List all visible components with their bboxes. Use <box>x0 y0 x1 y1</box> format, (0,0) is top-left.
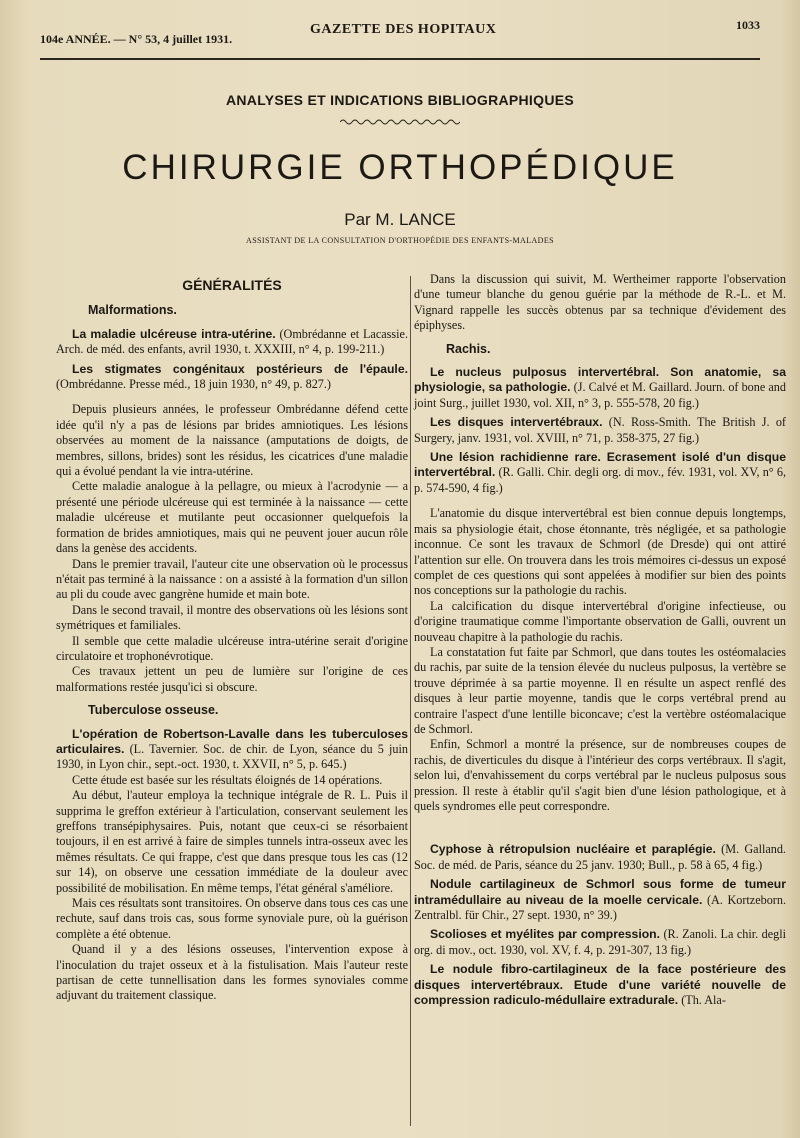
paragraph: L'anatomie du disque intervertébral est bien connue depuis longtemps, mais sa physiologie était, chose étonnante, très négligée, et sa pathologie inconnue. Ce sont les travaux de Schmorl (de Dresde) qui ont attiré l'attention sur elle. On trouvera dans les trois mémoires ci-dessus un exposé complet de ces questions qui sont appelées à modifier sur bien des points nos conceptions sur la pathologie du rachis. <box>414 506 786 598</box>
header-rule <box>40 58 760 60</box>
paragraph: Quand il y a des lésions osseuses, l'intervention expose à l'inoculation du trajet osseux et à la fistulisation. Mais l'auteur reste partisan de cette tunnellisation dans les formes synoviales comme adjuvant du traitement classique. <box>56 942 408 1003</box>
reference-title: Cyphose à rétropulsion nucléaire et paraplégie. <box>430 842 716 857</box>
subheading-rachis: Rachis. <box>446 341 491 356</box>
reference-entry <box>414 927 786 958</box>
reference-title: La maladie ulcéreuse intra-utérine. <box>72 326 276 341</box>
journal-name: GAZETTE DES HOPITAUX <box>310 22 497 37</box>
reference-source: (R. Galli. Chir. degli org. di mov., fév. 1931, vol. XV, n° 6, p. 574-590, 4 fig.) <box>414 465 786 495</box>
paragraph: Mais ces résultats sont transitoires. On observe dans tous ces cas une rechute, sauf dans trois cas, sous forme synoviale pure, où la guérison complète a été obtenue. <box>56 896 408 941</box>
reference-entry <box>56 327 408 358</box>
reference-source: (M. Galland. Soc. de méd. de Paris, séance du 25 janv. 1930; Bull., p. 58 à 65, 4 fig.) <box>414 842 786 872</box>
paragraph: Il semble que cette maladie ulcéreuse intra-utérine serait d'origine circulatoire et trophonévrotique. <box>56 633 408 663</box>
main-title: CHIRURGIE ORTHOPÉDIQUE <box>122 148 678 187</box>
reference-source: (L. Tavernier. Soc. de chir. de Lyon, séance du 5 juin 1930, in Lyon chir., sept.-oct. 1930, t. XXVII, n° 5, p. 645.) <box>56 741 408 772</box>
subheading-malformations: Malformations. <box>88 303 177 318</box>
reference-entry <box>414 877 786 923</box>
reference-title: Les disques intervertébraux. <box>430 415 603 430</box>
reference-source: (A. Kortzeborn. Zentralbl. für Chir., 27 sept. 1930, n° 39.) <box>414 892 786 923</box>
wavy-divider <box>340 118 460 126</box>
reference-source: (Th. Ala- <box>678 993 726 1008</box>
paragraph: Ces travaux jettent un peu de lumière sur l'origine de ces malformations restée jusqu'ici si obscure. <box>56 664 408 694</box>
reference-title: L'opération de Robertson-Lavalle dans les tuberculoses articulaires. <box>56 726 408 756</box>
reference-entry <box>414 962 786 1008</box>
left-column <box>56 272 408 1004</box>
paragraph: Au début, l'auteur employa la technique intégrale de R. L. Puis il supprima le greffon extérieur à l'articulation, conservant seulement les greffons transépiphysaires. Puis, notant que ceux-ci se résorbaient toujours, il en est arrivé à faire de simples tunnels intra-osseux avec les mêmes résultats. Ce qui frappe, c'est que dans presque tous les cas (12 sur 14), on observe une cessation immédiate de la douleur avec possibilité de mobilisation. En même temps, l'état général s'améliore. <box>56 788 408 895</box>
author-role: ASSISTANT DE LA CONSULTATION D'ORTHOPÉDIE DES ENFANTS-MALADES <box>246 236 554 245</box>
reference-entry <box>414 842 786 873</box>
paragraph: Dans la discussion qui suivit, M. Wertheimer rapporte l'observation d'une tumeur blanche du genou guérie par la méthode de R.-L. et M. Vignard rappelle les succès obtenus par sa technique d'évidement des épiphyses. <box>414 272 786 333</box>
heading-generalites: GÉNÉRALITÉS <box>182 277 282 293</box>
paragraph: Cette maladie analogue à la pellagre, ou mieux à l'acrodynie — a présenté une période ulcéreuse qui est terminée à la naissance — cette maladie ulcéreuse et mutilante peut occasionner quelquefois la formation de brides amniotiques, mais qui ne peuvent jouer aucun rôle dans la genèse des accidents. <box>56 479 408 556</box>
reference-title: Scolioses et myélites par compression. <box>430 927 660 942</box>
reference-entry <box>56 362 408 393</box>
reference-title: Une lésion rachidienne rare. Ecrasement isolé d'un disque intervertébral. <box>414 450 786 480</box>
reference-title: Les stigmates congénitaux postérieurs de l'épaule. <box>72 361 408 376</box>
reference-title: Le nucleus pulposus intervertébral. Son anatomie, sa physiologie, sa pathologie. <box>414 365 786 395</box>
paragraph: Enfin, Schmorl a montré la présence, sur de nombreuses coupes de rachis, de diverticules du disque à l'intérieur des corps vertébraux. Il s'agit, selon lui, d'envahissement du corps vertébral par le nucleus pulposus sous pression. Il reste à établir qu'il s'agit bien d'une lésion pathologique, et à quels syndromes elle peut correspondre. <box>414 737 786 813</box>
paragraph: Dans le second travail, il montre des observations où les lésions sont symétriques et familiales. <box>56 602 408 633</box>
right-column <box>414 272 786 1008</box>
paragraph: La calcification du disque intervertébral d'origine infectieuse, ou d'origine traumatique comme l'importante observation de Galli, ouvrent un nouveau chapitre à la pathologie du rachis. <box>414 598 786 644</box>
paragraph: La constatation fut faite par Schmorl, que dans toutes les ostéomalacies du rachis, par suite de la tension élevée du nucleus pulposus, la vertèbre se trouve déprimée à sa partie moyenne. Il en résulte un aspect renflé des disques à leur partie moyenne, tandis que le corps vertébral prend au contraire l'aspect d'une lentille biconcave; c'est la vertèbre ostéomalacique de Schmorl. <box>414 644 786 736</box>
reference-entry <box>56 727 408 773</box>
page-number: 1033 <box>736 18 760 32</box>
running-header <box>40 18 760 52</box>
reference-source: (Ombrédanne. Presse méd., 18 juin 1930, n° 49, p. 827.) <box>56 377 331 392</box>
reference-title: Nodule cartilagineux de Schmorl sous forme de tumeur intramédullaire au niveau de la moelle cervicale. <box>414 877 786 907</box>
paragraph: Cette étude est basée sur les résultats éloignés de 14 opérations. <box>72 772 383 787</box>
paragraph: Depuis plusieurs années, le professeur Ombrédanne défend cette idée qu'il n'y a pas de lésions par brides amniotiques. Les lésions observées au moment de la naissance (amputations de doigts, de membres, sillons, brides) sont les résidus, les cicatrices d'une maladie qui a évolué pendant la vie intra-utérine. <box>56 402 408 479</box>
reference-source: (N. Ross-Smith. The British J. of Surgery, janv. 1931, vol. XVIII, n° 71, p. 358-375, 27 fig.) <box>414 415 786 445</box>
subheading-tuberculose: Tuberculose osseuse. <box>88 703 219 718</box>
issue-info: 104e ANNÉE. — N° 53, 4 juillet 1931. <box>40 32 233 46</box>
author-line: Par M. LANCE <box>344 210 456 229</box>
reference-title: Le nodule fibro-cartilagineux de la face postérieure des disques intervertébraux. Etude d'une variété nouvelle de compression radiculo-médullaire extradurale. <box>414 962 786 1008</box>
reference-source: (Ombrédanne et Lacassie. Arch. de méd. des enfants, avril 1930, t. XXXIII, n° 4, p. 199-211.) <box>56 326 408 357</box>
reference-entry <box>414 450 786 496</box>
reference-source: (J. Calvé et M. Gaillard. Journ. of bone and joint Surg., juillet 1930, vol. XII, n° 3, p. 555-578, 20 fig.) <box>414 380 786 410</box>
column-divider <box>410 276 411 1126</box>
section-title: ANALYSES ET INDICATIONS BIBLIOGRAPHIQUES <box>225 92 575 108</box>
reference-entry <box>414 365 786 411</box>
reference-source: (R. Zanoli. La chir. degli org. di mov., oct. 1930, vol. XV, f. 4, p. 291-307, 13 fig.) <box>414 927 786 957</box>
reference-entry <box>414 415 786 446</box>
paragraph: Dans le premier travail, l'auteur cite une observation où le processus n'était pas terminé à la naissance : on a assisté à la formation d'un sillon au pli du coude avec gangrène humide et main bote. <box>56 556 408 602</box>
